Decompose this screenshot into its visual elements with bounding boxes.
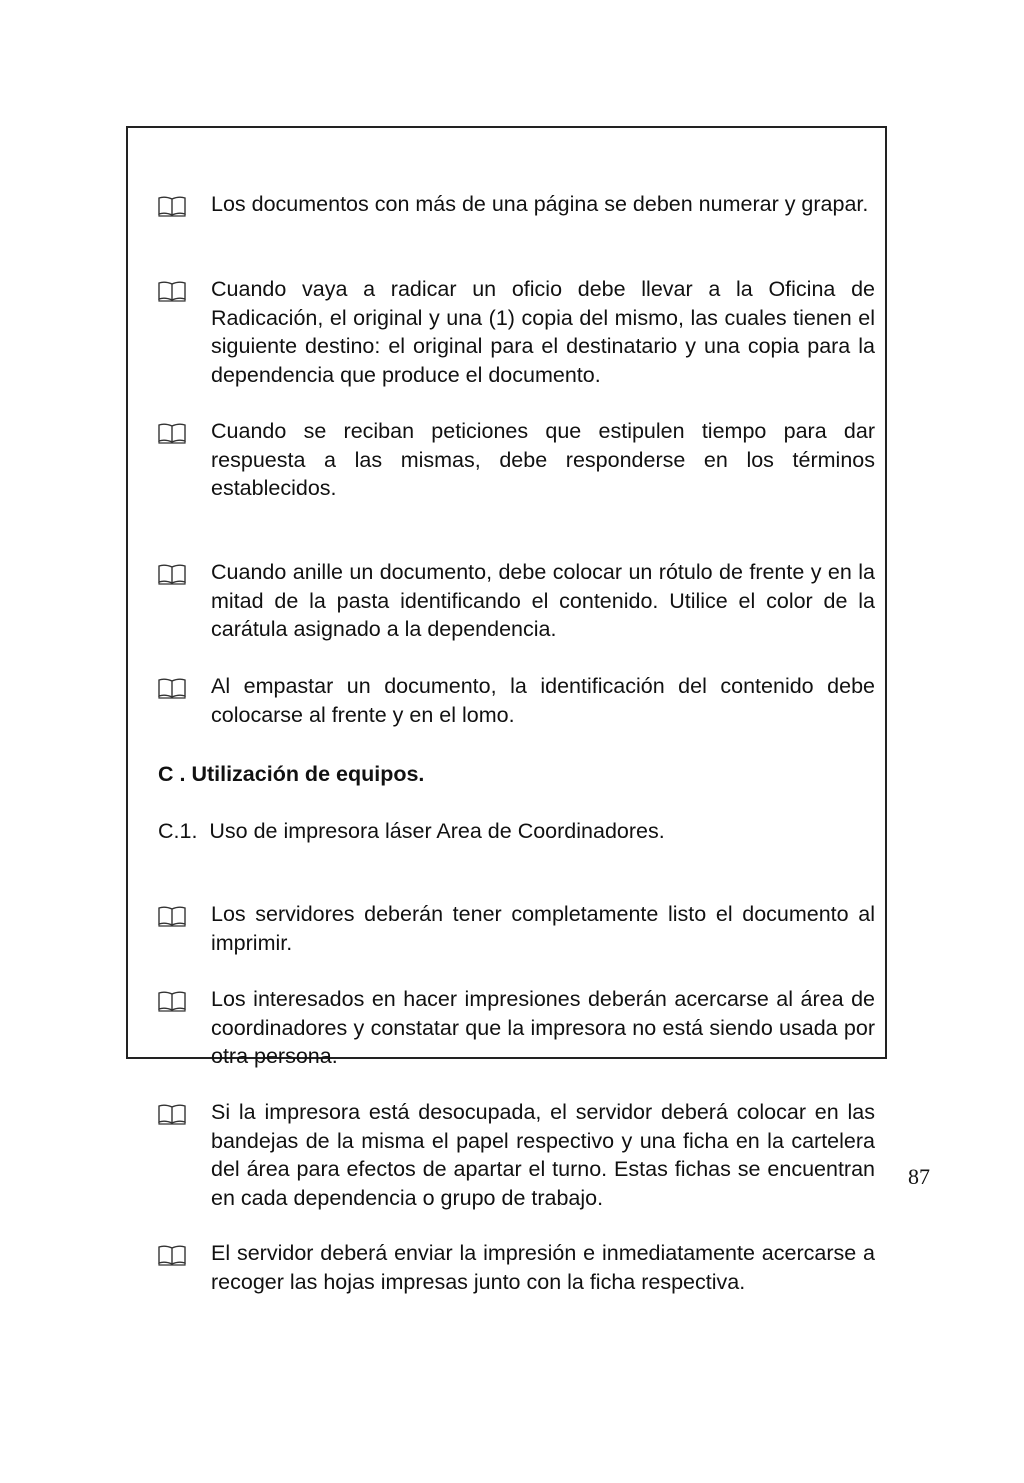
section-heading: C . Utilización de equipos. bbox=[158, 762, 425, 786]
bullet-text: Si la impresora está desocupada, el servidor deberá colocar en las bandejas de la misma el papel respectivo y una ficha en la cartelera del área para efectos de apartar el turno. Estas fichas se encuentran en cada dependencia o grupo de trabajo. bbox=[211, 1100, 875, 1210]
bullet-text: Los servidores deberán tener completamente listo el documento al imprimir. bbox=[211, 902, 875, 955]
book-icon bbox=[157, 1103, 187, 1125]
book-icon bbox=[157, 280, 187, 302]
book-icon bbox=[157, 1244, 187, 1266]
book-icon bbox=[157, 677, 187, 699]
bullet-text: Cuando se reciban peticiones que estipulen tiempo para dar respuesta a las mismas, debe responderse en los términos establecidos. bbox=[211, 419, 875, 501]
bullet-text: Cuando anille un documento, debe colocar un rótulo de frente y en la mitad de la pasta identificando el contenido. Utilice el color de la carátula asignado a la dependencia. bbox=[211, 560, 875, 642]
bullet-text: Los documentos con más de una página se deben numerar y grapar. bbox=[211, 192, 869, 216]
book-icon bbox=[157, 905, 187, 927]
book-icon bbox=[157, 422, 187, 444]
page-number: 87 bbox=[908, 1164, 930, 1189]
book-icon bbox=[157, 563, 187, 585]
bullet-text: Los interesados en hacer impresiones deberán acercarse al área de coordinadores y constatar que la impresora no está siendo usada por otra persona. bbox=[211, 987, 875, 1069]
bullet-text: El servidor deberá enviar la impresión e inmediatamente acercarse a recoger las hojas impresas junto con la ficha respectiva. bbox=[211, 1241, 875, 1294]
book-icon bbox=[157, 195, 187, 217]
book-icon bbox=[157, 990, 187, 1012]
section-subheading: C.1. Uso de impresora láser Area de Coordinadores. bbox=[158, 819, 665, 843]
bullet-text: Cuando vaya a radicar un oficio debe llevar a la Oficina de Radicación, el original y una (1) copia del mismo, las cuales tienen el siguiente destino: el original para el destinatario y una copia para la dependencia que produce el documento. bbox=[211, 277, 875, 387]
bullet-text: Al empastar un documento, la identificación del contenido debe colocarse al frente y en el lomo. bbox=[211, 674, 875, 727]
